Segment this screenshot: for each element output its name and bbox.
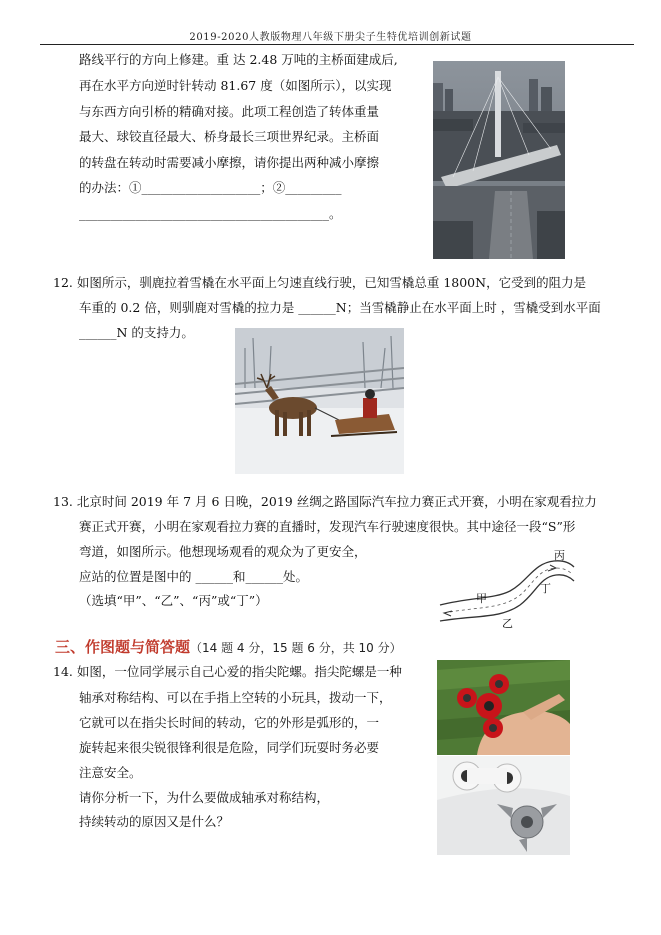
q11-line-5: 的转盘在转动时需要减小摩擦，请你提出两种减小摩擦 xyxy=(79,155,380,170)
q12-line-3: ______N 的支持力。 xyxy=(79,325,194,340)
q12-line-2: 车重的 0.2 倍，则驯鹿对雪橇的拉力是 ______N；当雪橇静止在水平面上时 ，雪橇受到水平面 xyxy=(79,300,601,315)
q14-line-3: 它就可以在指尖长时间的转动，它的外形是弧形的，一 xyxy=(79,715,380,730)
q13-line-5: （选填“甲”、“乙”、“丙”或“丁”） xyxy=(79,593,268,608)
q14-line-4: 旋转起来很尖锐很锋利很是危险，同学们玩耍时务必要 xyxy=(79,740,380,755)
s-curve-diagram xyxy=(436,547,578,629)
q11-line-1: 路线平行的方向上修建。重 达 2.48 万吨的主桥面建成后, xyxy=(79,52,398,67)
q11-line-6: 的办法：①___________________；②_________ xyxy=(79,180,342,195)
section-3-title: 三、作图题与简答题 xyxy=(55,638,191,656)
q11-line-3: 与东西方向引桥的精确对接。此项工程创造了转体重量 xyxy=(79,104,380,119)
q14-line-2: 轴承对称结构、可以在手指上空转的小玩具，拨动一下， xyxy=(79,690,392,705)
header-divider xyxy=(40,44,634,45)
section-3-points: （14 题 4 分，15 题 6 分，共 10 分） xyxy=(190,641,402,655)
q11-line-2: 再在水平方向逆时针转动 81.67 度（如图所示），以实现 xyxy=(79,78,392,93)
page-header: 2019-2020人教版物理八年级下册尖子生特优培训创新试题 xyxy=(189,32,472,43)
label-jia: 甲 xyxy=(476,592,487,605)
label-bing: 丙 xyxy=(554,549,565,562)
q13-line-3: 弯道，如图所示。他想现场观看的观众为了更安全， xyxy=(79,544,367,559)
q14-line-1: 14. 如图，一位同学展示自己心爱的指尖陀螺。指尖陀螺是一种 xyxy=(53,664,402,679)
q14-line-6: 请你分析一下，为什么要做成轴承对称结构， xyxy=(79,790,330,805)
fidget-spinner-hand-photo xyxy=(437,660,570,755)
fidget-spinner-metal-photo xyxy=(437,756,570,855)
section-3-header xyxy=(55,636,402,657)
label-yi: 乙 xyxy=(502,617,513,630)
q11-line-7: ________________________________________。 xyxy=(79,206,342,221)
q13-line-1: 13. 北京时间 2019 年 7 月 6 日晚，2019 丝绸之路国际汽车拉力赛正式开赛，小明在家观看拉力 xyxy=(53,494,597,509)
reindeer-sleigh-photo xyxy=(235,328,404,474)
q12-line-1: 12. 如图所示，驯鹿拉着雪橇在水平面上匀速直线行驶，已知雪橇总重 1800N，它受到的阻力是 xyxy=(53,275,587,290)
q11-line-4: 最大、球铰直径最大、桥身最长三项世界纪录。主桥面 xyxy=(79,129,380,144)
label-ding: 丁 xyxy=(540,582,551,595)
bridge-photo xyxy=(433,61,565,259)
q13-line-4: 应站的位置是图中的 ______和______处。 xyxy=(79,569,308,584)
q13-line-2: 赛正式开赛，小明在家观看拉力赛的直播时，发现汽车行驶速度很快。其中途径一段“S”形 xyxy=(79,519,576,534)
q14-line-7: 持续转动的原因又是什么？ xyxy=(79,814,230,829)
q14-line-5: 注意安全。 xyxy=(79,765,142,780)
